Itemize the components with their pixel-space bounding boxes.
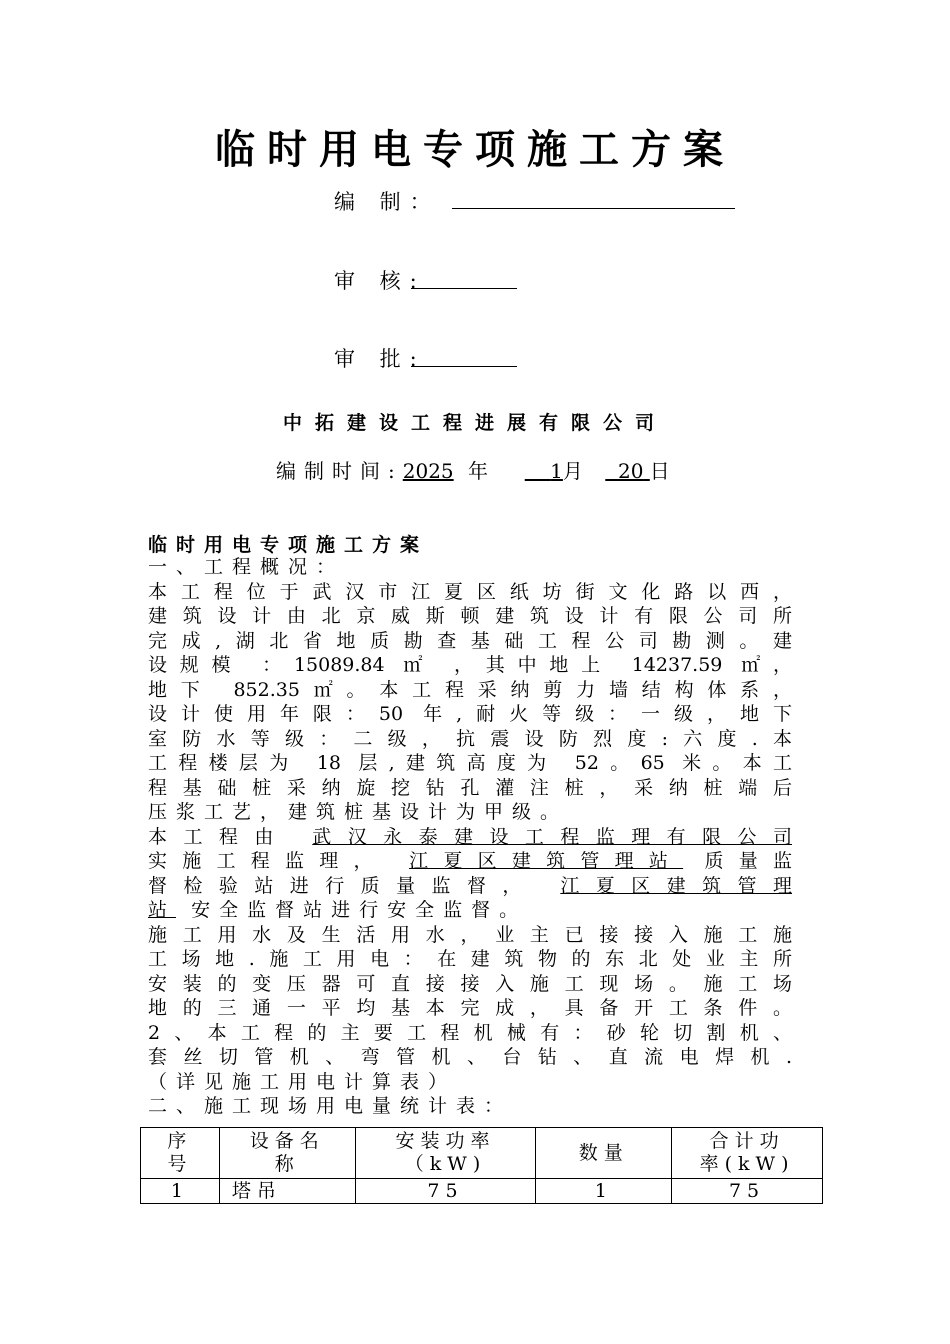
header-device-name: 设备名 称 bbox=[219, 1128, 355, 1179]
reviewer-label: 审 核: bbox=[334, 269, 426, 293]
compiler-label: 编 制： bbox=[334, 190, 440, 214]
overview-line: 工程楼层为 18 层,建筑高度为 52。65 米。本工 bbox=[148, 752, 792, 774]
overview-line: 室防水等级：二级，抗震设防烈度:六度.本 bbox=[148, 727, 792, 750]
section-title: 临时用电专项施工方案 bbox=[148, 534, 429, 556]
project-overview bbox=[148, 555, 792, 1119]
overview-line: 建筑设计由北京威斯顿建筑设计有限公司所 bbox=[148, 605, 792, 627]
date-year: 2025 bbox=[402, 459, 454, 483]
compiler-signature-line bbox=[452, 208, 735, 209]
overview-line: 设计使用年限：50 年,耐火等级：一级，地下 bbox=[148, 703, 792, 725]
overview-line: 设规模 ：15089.84 ㎡ ，其中地上 14237.59 ㎡， bbox=[148, 654, 792, 676]
reviewer-signature-line bbox=[411, 288, 517, 289]
heading-power-stats: 二、施工现场用电量统计表： bbox=[148, 1095, 513, 1117]
machinery-line: 套丝切管机、弯管机、台钻、直流电焊机. bbox=[148, 1046, 792, 1068]
date-month-char: 月 bbox=[562, 459, 591, 483]
cell-total-power: 75 bbox=[672, 1179, 823, 1204]
header-quantity: 数量 bbox=[536, 1128, 672, 1179]
cell-installed-power: 75 bbox=[355, 1179, 536, 1204]
approver-signature-line bbox=[411, 366, 517, 367]
supervision-line: 本工程由 武汉永泰建设工程监理有限公司 bbox=[148, 825, 792, 848]
date-day: 20 bbox=[617, 459, 644, 483]
date-year-char: 年 bbox=[468, 459, 497, 483]
date-label: 编制时间: bbox=[276, 459, 403, 483]
overview-line: 地下 852.35㎡。本工程采纳剪力墙结构体系， bbox=[148, 678, 792, 701]
safety-station: 江夏区建筑管理 bbox=[560, 874, 792, 897]
supervision-line: 实施工程监理， 江夏区建筑管理站 质量监 bbox=[148, 850, 792, 872]
power-usage-table bbox=[140, 1127, 823, 1204]
utility-line: 地的三通一平均基本完成，具备开工条件。 bbox=[148, 997, 792, 1019]
utility-line: 施工用水及生活用水，业主已接接入施工施 bbox=[148, 923, 792, 946]
cell-quantity: 1 bbox=[536, 1179, 672, 1204]
utility-line: 工场地.施工用电：在建筑物的东北处业主所 bbox=[148, 948, 792, 970]
header-total-power: 合计功 率(kW) bbox=[672, 1128, 823, 1179]
supervision-line: 站 安全监督站进行安全监督。 bbox=[148, 899, 528, 921]
supervision-company: 武汉永泰建设工程监理有限公司 bbox=[312, 825, 792, 848]
date-month: 1 bbox=[550, 459, 563, 483]
table-row bbox=[141, 1179, 823, 1204]
header-installed-power: 安装功率 （kW) bbox=[355, 1128, 536, 1179]
approver-label: 审 批: bbox=[334, 347, 426, 371]
compile-date bbox=[276, 455, 678, 484]
table-header-row bbox=[141, 1128, 823, 1179]
overview-line: 程基础桩采纳旋挖钻孔灌注桩，采纳桩端后 bbox=[148, 776, 792, 799]
supervision-line: 督检验站进行质量监督， 江夏区建筑管理 bbox=[148, 874, 792, 897]
header-index: 序 号 bbox=[141, 1128, 220, 1179]
cell-device-name: 塔吊 bbox=[219, 1179, 355, 1204]
overview-line: 完成,湖北省地质勘查基础工程公司勘测。建 bbox=[148, 629, 792, 652]
machinery-line: 2、本工程的主要工程机械有：砂轮切割机、 bbox=[148, 1021, 792, 1044]
document-title: 临时用电专项施工方案 bbox=[215, 127, 735, 173]
cell-index: 1 bbox=[141, 1179, 220, 1204]
heading-overview: 一、工程概况： bbox=[148, 556, 345, 578]
utility-line: 安装的变压器可直接接入施工现场。施工场 bbox=[148, 972, 792, 995]
overview-line: 压浆工艺，建筑桩基设计为甲级。 bbox=[148, 801, 569, 823]
overview-line: 本工程位于武汉市江夏区纸坊街文化路以西， bbox=[148, 580, 792, 603]
company-name: 中拓建设工程进展有限公司 bbox=[282, 412, 667, 434]
quality-station: 江夏区建筑管理站 bbox=[409, 850, 684, 872]
machinery-line: （详见施工用电计算表） bbox=[148, 1070, 457, 1093]
date-day-char: 日 bbox=[649, 459, 678, 483]
